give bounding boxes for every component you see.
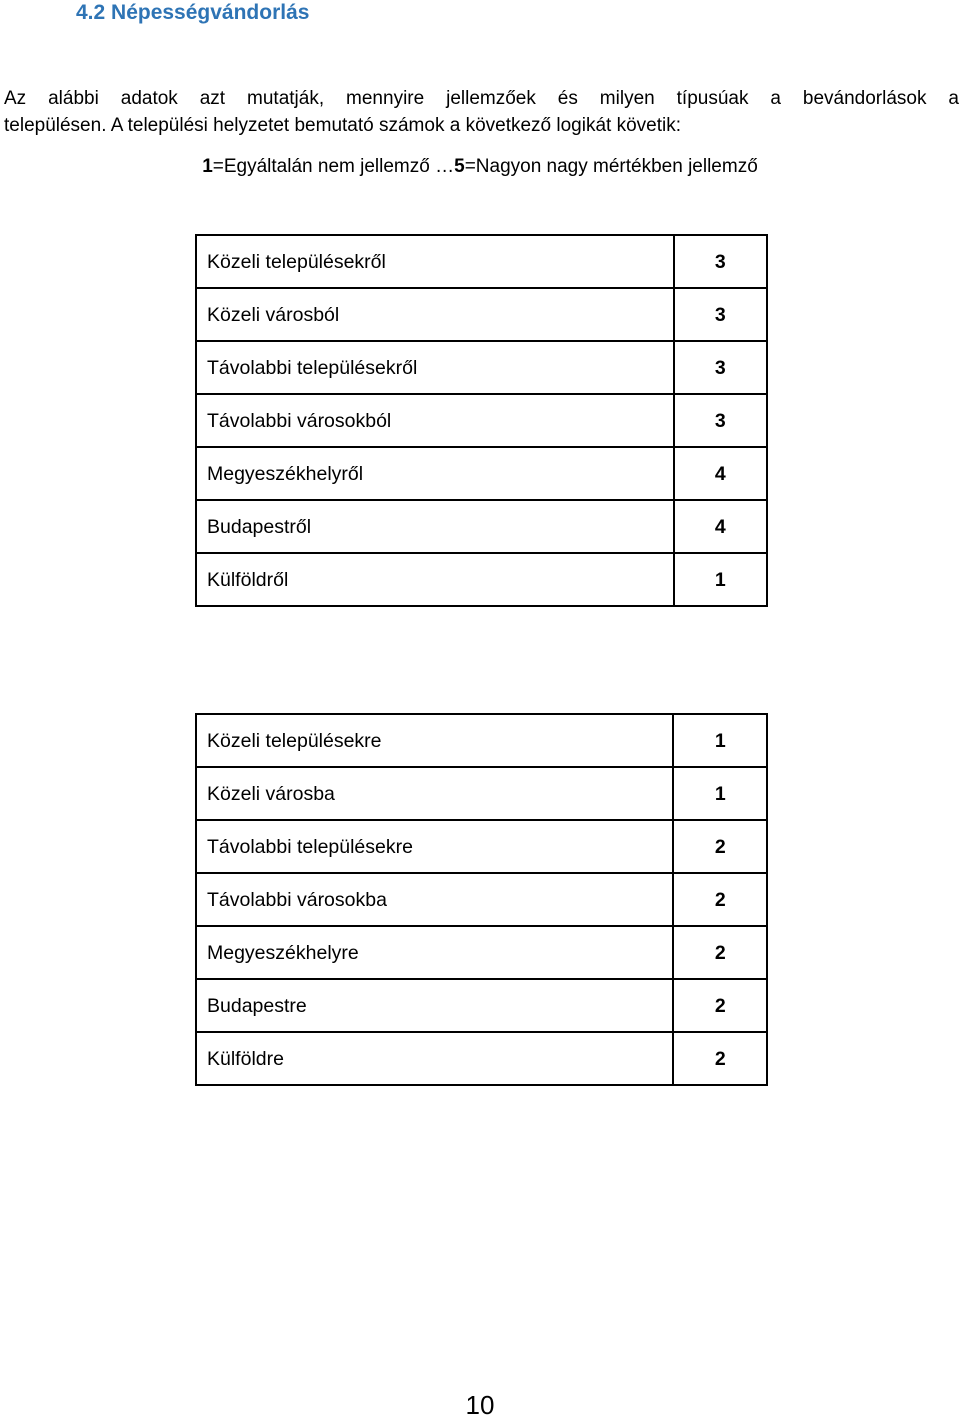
- row-label: Külföldről: [196, 553, 674, 606]
- scale-high-text: =Nagyon nagy mértékben jellemző: [464, 156, 758, 177]
- table-row: [196, 288, 767, 341]
- row-value: 1: [673, 767, 767, 820]
- row-label: Távolabbi településekről: [196, 341, 674, 394]
- table-row: [196, 714, 767, 767]
- intro-line-1: Az alábbi adatok azt mutatják, mennyire jellemzőek és milyen típusúak a bevándorlások a: [4, 88, 959, 109]
- immigration-table: [195, 234, 768, 607]
- row-value: 2: [673, 1032, 767, 1085]
- page-number: 10: [465, 1390, 495, 1420]
- row-label: Budapestről: [196, 500, 674, 553]
- row-value: 3: [674, 288, 768, 341]
- table-row: [196, 873, 767, 926]
- row-label: Távolabbi városokba: [196, 873, 673, 926]
- row-label: Megyeszékhelyre: [196, 926, 673, 979]
- row-value: 1: [673, 714, 767, 767]
- row-value: 3: [674, 341, 768, 394]
- emigration-table: [195, 713, 768, 1086]
- row-value: 1: [674, 553, 768, 606]
- scale-legend: [0, 153, 960, 180]
- row-label: Külföldre: [196, 1032, 673, 1085]
- row-value: 2: [673, 979, 767, 1032]
- intro-line-2: településen. A települési helyzetet bemutató számok a következő logikát követik:: [4, 115, 682, 136]
- row-value: 2: [673, 926, 767, 979]
- table-row: [196, 767, 767, 820]
- table-row: [196, 394, 767, 447]
- row-value: 3: [674, 394, 768, 447]
- row-label: Közeli városból: [196, 288, 674, 341]
- row-label: Távolabbi településekre: [196, 820, 673, 873]
- scale-low-text: =Egyáltalán nem jellemző …: [212, 156, 455, 177]
- table-row: [196, 341, 767, 394]
- table-row: [196, 235, 767, 288]
- scale-high-number: 5: [454, 156, 465, 177]
- table-row: [196, 926, 767, 979]
- scale-low-number: 1: [202, 156, 213, 177]
- row-value: 4: [674, 447, 768, 500]
- row-value: 4: [674, 500, 768, 553]
- row-label: Közeli településekre: [196, 714, 673, 767]
- row-label: Távolabbi városokból: [196, 394, 674, 447]
- table-row: [196, 447, 767, 500]
- table-row: [196, 553, 767, 606]
- row-label: Budapestre: [196, 979, 673, 1032]
- row-label: Közeli városba: [196, 767, 673, 820]
- row-value: 2: [673, 820, 767, 873]
- table-row: [196, 1032, 767, 1085]
- row-label: Megyeszékhelyről: [196, 447, 674, 500]
- table-row: [196, 979, 767, 1032]
- row-value: 3: [674, 235, 768, 288]
- table-row: [196, 500, 767, 553]
- section-heading: 4.2 Népességvándorlás: [76, 1, 310, 24]
- row-value: 2: [673, 873, 767, 926]
- row-label: Közeli településekről: [196, 235, 674, 288]
- intro-paragraph: [4, 85, 959, 139]
- table-row: [196, 820, 767, 873]
